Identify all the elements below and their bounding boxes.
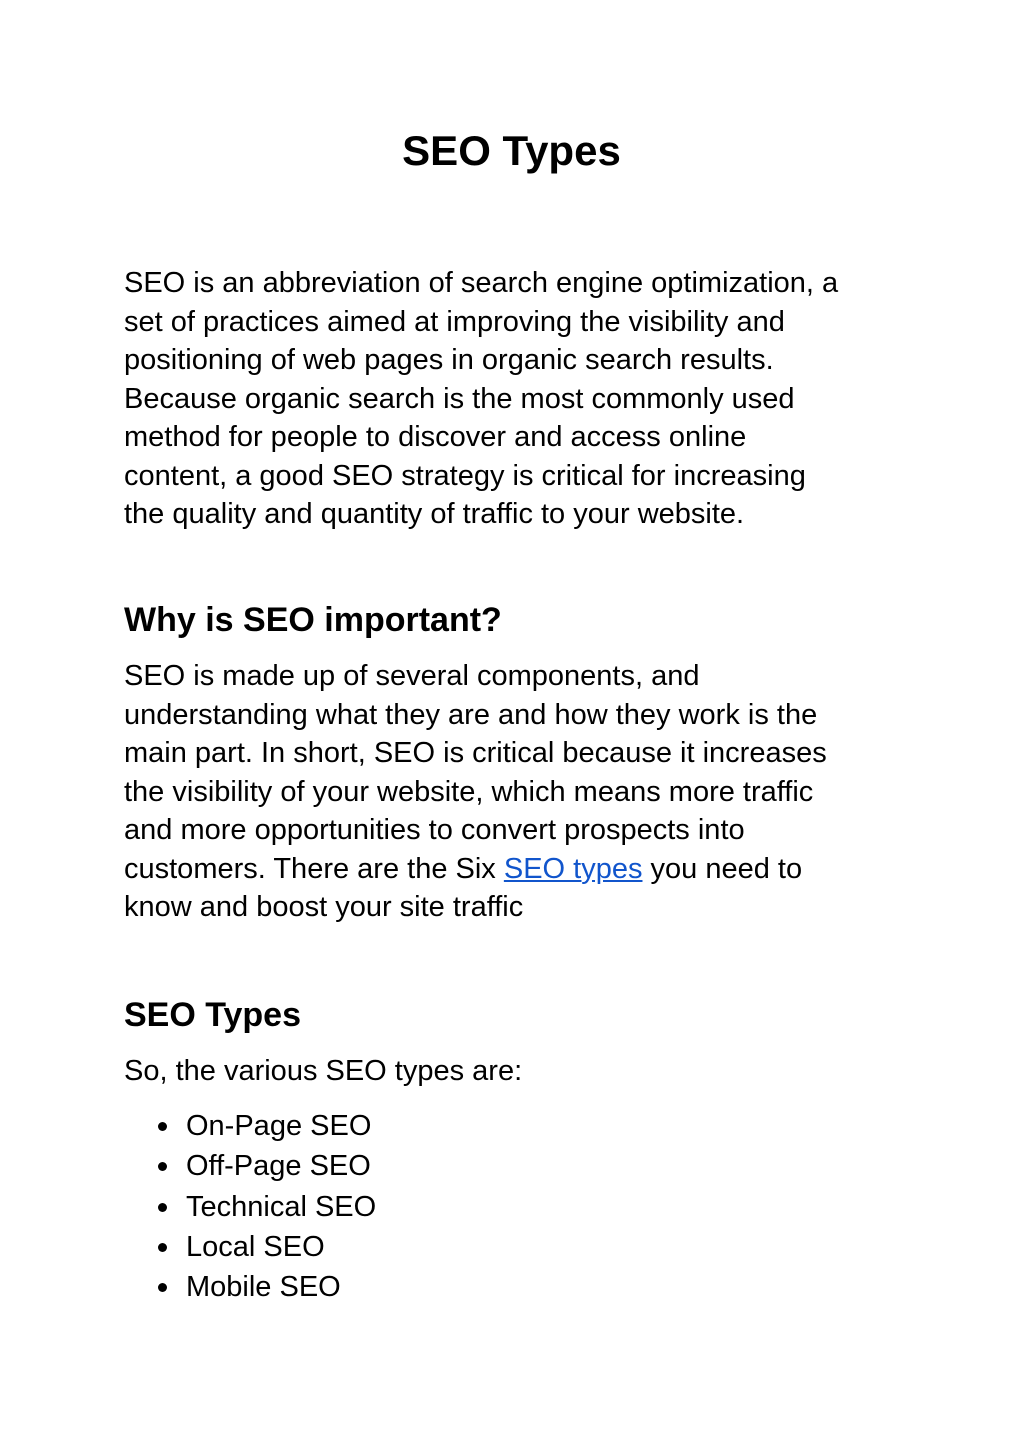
why-line-text-before: customers. There are the Six [124,852,504,885]
list-item-label: Off-Page SEO [186,1150,371,1183]
list-item [124,1227,914,1267]
list-item-label: On-Page SEO [186,1110,372,1142]
list-item [124,1106,914,1146]
bullet-icon [158,1203,167,1212]
why-line: main part. In short, SEO is critical because it increases [124,737,827,769]
list-item-label: Technical SEO [186,1190,377,1223]
bullet-icon [158,1162,167,1171]
why-line: SEO is made up of several components, and [124,660,700,692]
section-types [124,993,914,1037]
intro-line: Because organic search is the most commonly used [124,382,795,415]
types-intro-text: So, the various SEO types are: [124,1055,523,1087]
types-list-container [124,1106,914,1307]
bullet-icon [158,1243,167,1252]
why-line: understanding what they are and how they work is the [124,698,818,731]
intro-line: the quality and quantity of traffic to your website. [124,498,745,530]
intro-paragraph [124,264,914,534]
seo-types-list [124,1106,914,1307]
types-intro [124,1052,914,1091]
intro-line: SEO is an abbreviation of search engine optimization, a [124,267,839,299]
section-heading-types: SEO Types [124,996,301,1034]
section-why [124,598,914,642]
bullet-icon [158,1283,167,1292]
intro-line: content, a good SEO strategy is critical for increasing [124,459,806,492]
list-item [124,1146,914,1186]
page-title: SEO Types [402,127,621,174]
bullet-icon [158,1122,167,1131]
intro-line: positioning of web pages in organic search results. [124,344,774,376]
intro-line: set of practices aimed at improving the visibility and [124,305,785,338]
list-item-label: Mobile SEO [186,1271,341,1304]
seo-types-link[interactable]: SEO types [503,852,643,885]
why-line: know and boost your site traffic [124,891,524,923]
intro-line: method for people to discover and access online [124,421,747,453]
list-item [124,1267,914,1307]
why-paragraph [124,657,914,927]
why-line-text-after: you need to [642,852,803,885]
list-item [124,1187,914,1227]
why-line-with-link [124,850,914,889]
list-item-label: Local SEO [186,1230,325,1263]
why-line: and more opportunities to convert prospects into [124,814,745,846]
why-line: the visibility of your website, which means more traffic [124,775,814,808]
section-heading-why: Why is SEO important? [124,601,502,639]
